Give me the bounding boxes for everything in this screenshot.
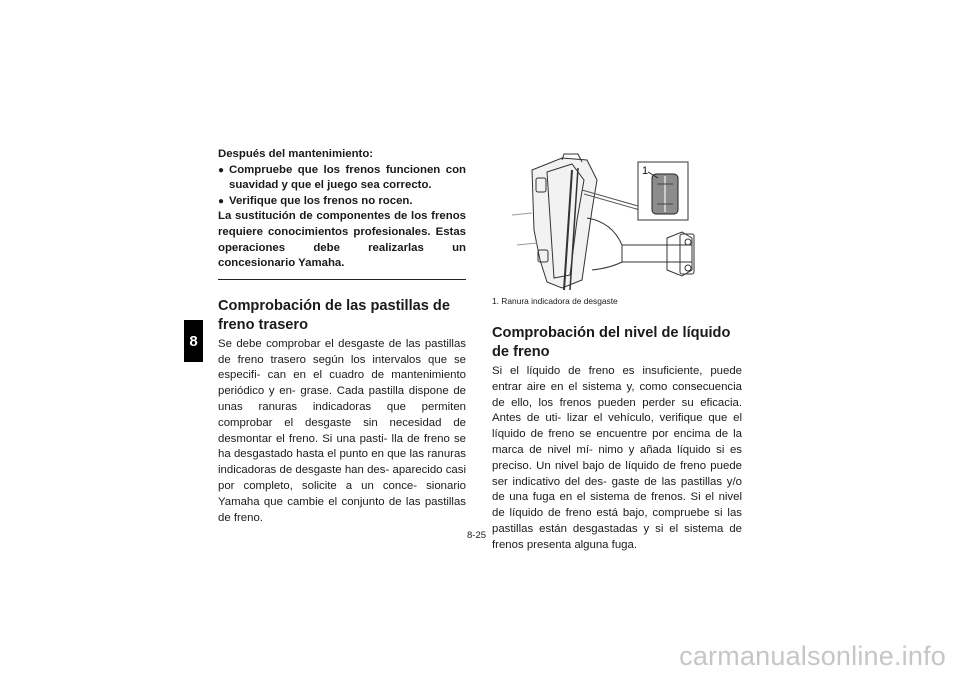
bullet-icon: ● — [218, 164, 225, 176]
chapter-tab: 8 — [184, 320, 203, 362]
bullet-icon: ● — [218, 195, 225, 207]
watermark: carmanualsonline.info — [679, 641, 946, 671]
figure-caption: 1. Ranura indicadora de desgaste — [492, 296, 618, 306]
brake-pad-illustration — [492, 150, 742, 292]
bullet-text: Compruebe que los frenos funcionen con suavidad y que el juego sea correcto. — [229, 163, 466, 192]
section-title-rear-pads: Comprobación de las pastillas de freno trasero — [218, 297, 450, 333]
section-body-brake-fluid: Si el líquido de freno es insuficiente, puede entrar aire en el sistema y, como consecuencia de ello, los frenos pueden perder su eficacia. Antes de uti- lizar el vehículo, verifique que el líquido de freno se encuentre por encima de la marca de nivel mí- nimo y añada líquido si es preciso. Un nivel bajo de líquido de freno puede ser indicativo del des- gaste de las pastillas y/o de una fuga en el sistema de frenos. Si el nivel de líquido de freno está bajo, compruebe si las pastillas están desgastadas y si el sistema de frenos presenta alguna fuga. — [492, 365, 742, 551]
notice-text: La sustitución de componentes de los frenos requiere conocimientos profesionales. Estas operaciones debe realizarlas un concesionario Yamaha. — [218, 210, 466, 270]
bullet-item — [218, 163, 466, 194]
page-number: 8-25 — [467, 530, 487, 541]
section-body-rear-pads: Se debe comprobar el desgaste de las pastillas de freno trasero según los intervalos que se especifi- can en el cuadro de mantenimiento periódico y en- grase. Cada pastilla dispone de unas ranuras indicadoras que permiten comprobar el desgaste sin necesidad de desmontar el freno. Si una pasti- lla de freno se ha desgastado hasta el punto en que las ranuras indicadoras de desgaste han des- aparecido casi por completo, solicite a un conce- sionario Yamaha que cambie el conjunto de las pastillas de freno. — [218, 337, 466, 524]
bullet-item — [218, 194, 466, 210]
bullet-text: Verifique que los frenos no rocen. — [229, 194, 413, 207]
figure-callout-number: 1 — [642, 165, 649, 177]
section-divider — [218, 279, 466, 280]
after-maintenance-heading: Después del mantenimiento: — [218, 148, 374, 160]
left-column — [218, 147, 466, 526]
right-column — [492, 312, 742, 554]
section-title-brake-fluid: Comprobación del nivel de líquido de freno — [492, 325, 731, 360]
